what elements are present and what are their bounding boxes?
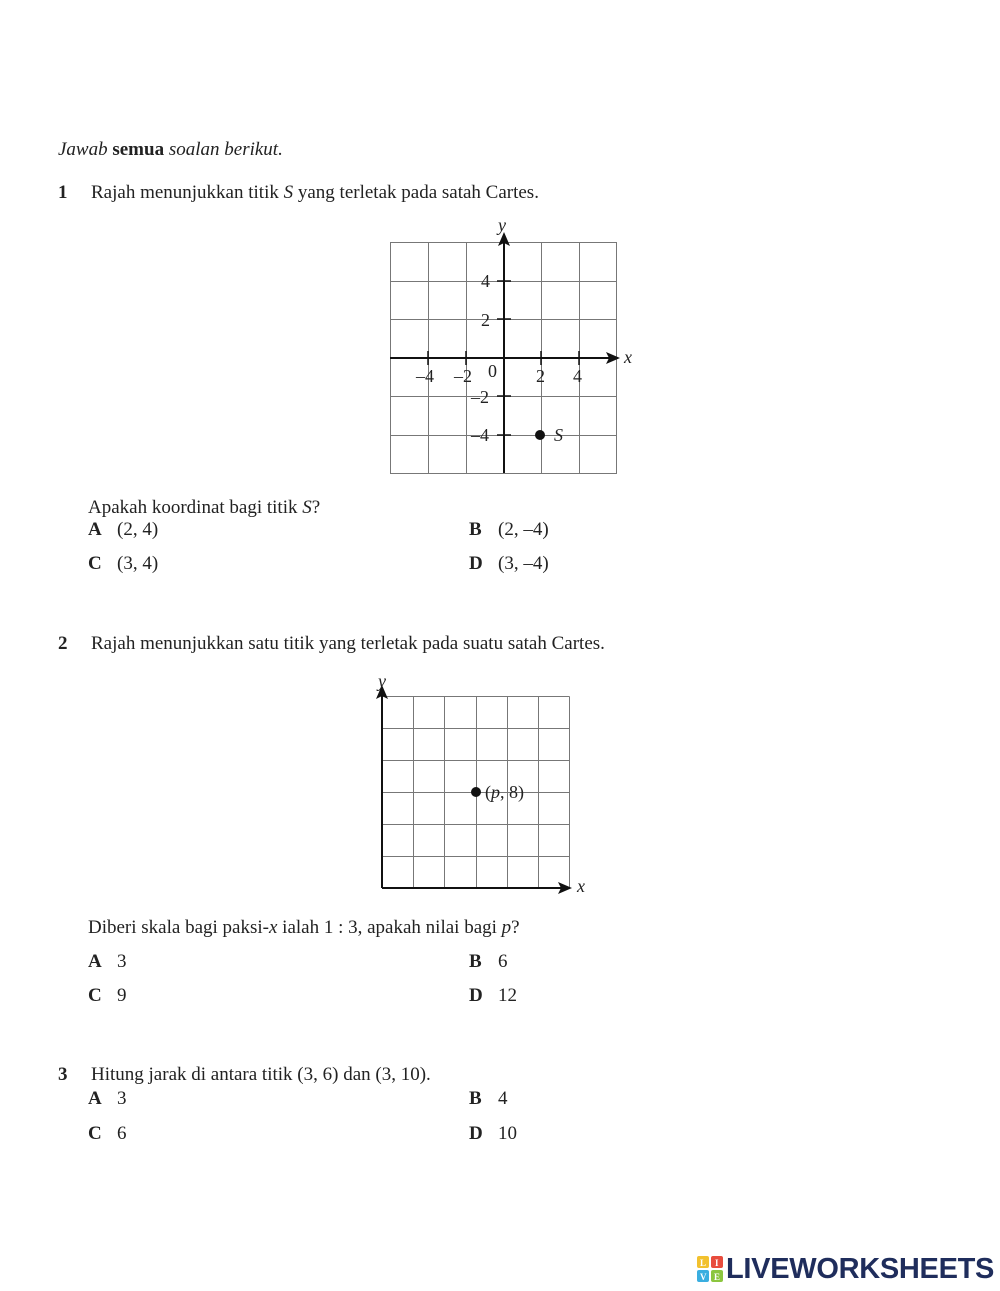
svg-text:E: E	[714, 1272, 721, 1282]
option-b[interactable]: B 6	[469, 951, 508, 972]
point-s	[535, 430, 545, 440]
question-2-stem: 2 Rajah menunjukkan satu titik yang terletak pada suatu satah Cartes.	[58, 633, 605, 654]
instructions: Jawab semua soalan berikut.	[58, 139, 283, 160]
y-axis-label: y	[498, 215, 506, 235]
logo-wordmark: LIVEWORKSHEETS	[726, 1252, 995, 1285]
option-d[interactable]: D (3, –4)	[469, 553, 549, 574]
option-b[interactable]: B (2, –4)	[469, 519, 549, 540]
svg-text:V: V	[700, 1272, 707, 1282]
liveworksheets-logo[interactable]	[696, 1253, 994, 1285]
question-1-prompt: Apakah koordinat bagi titik S?	[88, 497, 321, 518]
question-3-stem: 3 Hitung jarak di antara titik (3, 6) dan (3, 10).	[58, 1064, 431, 1085]
x-tick-label: 2	[536, 366, 545, 386]
question-2-cartesian-graph	[370, 668, 600, 900]
x-tick-label: 4	[573, 366, 582, 386]
question-number: 3	[58, 1064, 68, 1085]
option-b[interactable]: B 4	[469, 1088, 508, 1109]
origin-label: 0	[488, 361, 497, 381]
point-p8	[471, 787, 481, 797]
x-axis-label: x	[624, 347, 632, 367]
y-axis-label: y	[378, 671, 386, 691]
x-tick-label: –2	[454, 366, 472, 386]
question-1-cartesian-graph	[380, 215, 650, 477]
option-a[interactable]: A 3	[88, 1088, 127, 1109]
question-number: 2	[58, 633, 68, 654]
y-tick-label: 2	[481, 310, 490, 330]
option-d[interactable]: D 10	[469, 1123, 517, 1144]
y-tick-label: –4	[471, 425, 489, 445]
point-p8-label: (p, 8)	[485, 782, 524, 802]
x-tick-label: –4	[416, 366, 434, 386]
option-c[interactable]: C (3, 4)	[88, 553, 159, 574]
option-a[interactable]: A (2, 4)	[88, 519, 159, 540]
y-tick-label: 4	[481, 271, 490, 291]
point-s-label: S	[554, 425, 563, 445]
option-c[interactable]: C 9	[88, 985, 127, 1006]
option-c[interactable]: C 6	[88, 1123, 127, 1144]
x-axis-label: x	[577, 876, 585, 896]
liveworksheets-logo-icon	[696, 1255, 724, 1283]
svg-text:L: L	[700, 1258, 707, 1268]
svg-text:I: I	[715, 1258, 719, 1268]
question-number: 1	[58, 182, 68, 203]
option-a[interactable]: A 3	[88, 951, 127, 972]
question-2-prompt: Diberi skala bagi paksi-x ialah 1 : 3, apakah nilai bagi p?	[88, 917, 520, 938]
y-tick-label: –2	[471, 387, 489, 407]
question-1-stem: 1 Rajah menunjukkan titik S yang terletak pada satah Cartes.	[58, 182, 539, 203]
option-d[interactable]: D 12	[469, 985, 517, 1006]
